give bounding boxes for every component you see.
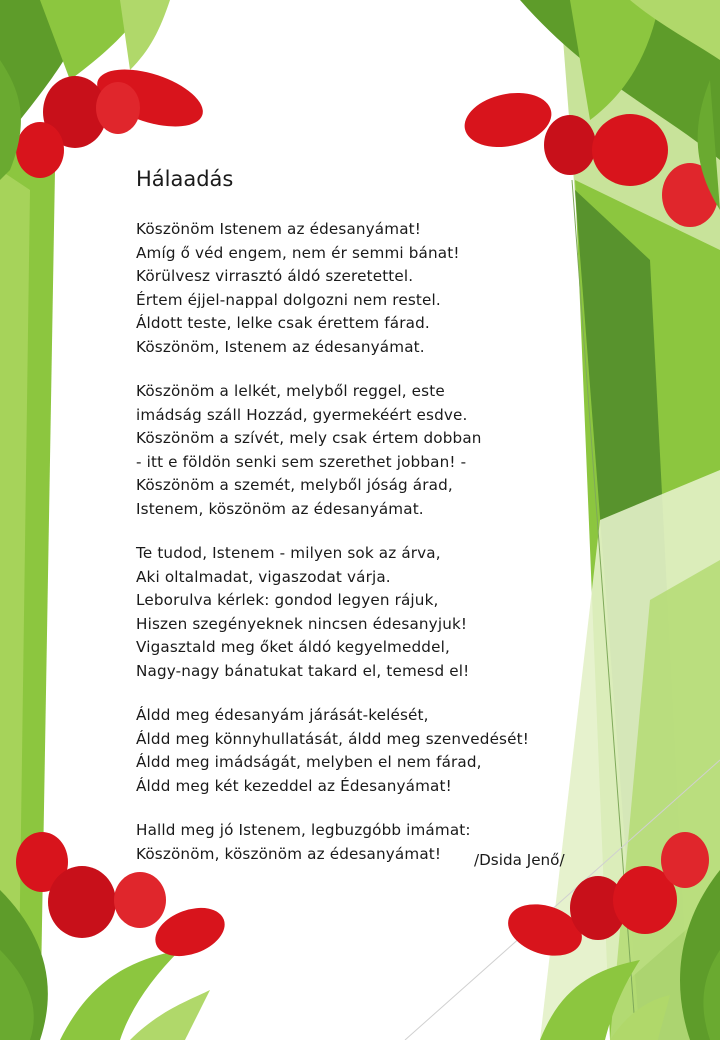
- poem-line: Amíg ő véd engem, nem ér semmi bánat!: [136, 243, 460, 262]
- leaf-icon: [120, 0, 170, 70]
- tulip-icon: [96, 82, 140, 134]
- leaf-icon: [610, 995, 670, 1040]
- poem-line: Köszönöm, köszönöm az édesanyámat!: [136, 844, 442, 863]
- tulip-icon: [592, 114, 668, 186]
- poem-title: Hálaadás: [136, 167, 234, 191]
- poem-line: - itt e földön senki sem szerethet jobban! -: [136, 452, 467, 471]
- tulip-icon: [16, 122, 64, 178]
- poem-line: Leborulva kérlek: gondod legyen rájuk,: [136, 591, 439, 609]
- poem-line: Áldott teste, lelke csak érettem fárad.: [136, 314, 430, 332]
- stanza: [136, 542, 586, 683]
- leaf-icon: [130, 990, 210, 1040]
- poem-line: Áldd meg imádságát, melyben el nem fárad,: [136, 753, 482, 771]
- poem-line: Halld meg jó Istenem, legbuzgóbb imámat:: [136, 821, 471, 839]
- poem-line: Köszönöm Istenem az édesanyámat!: [136, 220, 422, 238]
- poem-author: /Dsida Jenő/: [474, 851, 565, 869]
- stanza: [136, 380, 586, 521]
- stanza: [136, 218, 586, 359]
- poem-line: Köszönöm a lelkét, melyből reggel, este: [136, 382, 445, 400]
- tulip-icon: [661, 832, 709, 888]
- poem-line: Vigasztald meg őket áldó kegyelmeddel,: [136, 638, 450, 656]
- poem: [136, 164, 586, 887]
- poem-line: Értem éjjel-nappal dolgozni nem restel.: [136, 290, 441, 309]
- poem-line: Istenem, köszönöm az édesanyámat.: [136, 499, 424, 518]
- tulip-icon: [460, 85, 556, 154]
- poem-line: Te tudod, Istenem - milyen sok az árva,: [136, 544, 441, 562]
- poem-line: Aki oltalmadat, vigaszodat várja.: [136, 567, 391, 586]
- tulips-top-left: [0, 0, 220, 190]
- poem-line: Körülvesz virrasztó áldó szeretettel.: [136, 267, 414, 285]
- poem-line: imádság száll Hozzád, gyermekéért esdve.: [136, 405, 468, 424]
- poem-line: Áldd meg két kezeddel az Édesanyámat!: [136, 776, 452, 795]
- poem-line: Nagy-nagy bánatukat takard el, temesd el!: [136, 661, 470, 680]
- poem-line: Köszönöm a szemét, melyből jóság árad,: [136, 476, 453, 494]
- poem-line: Áldd meg könnyhullatását, áldd meg szenvedését!: [136, 729, 529, 748]
- poem-line: Köszönöm, Istenem az édesanyámat.: [136, 337, 425, 356]
- poem-line: Hiszen szegényeknek nincsen édesanyjuk!: [136, 614, 468, 633]
- poem-line: Köszönöm a szívét, mely csak értem dobban: [136, 429, 482, 447]
- stanza: [136, 704, 586, 798]
- poem-line: Áldd meg édesanyám járását-kelését,: [136, 706, 429, 724]
- tulip-icon: [48, 866, 116, 938]
